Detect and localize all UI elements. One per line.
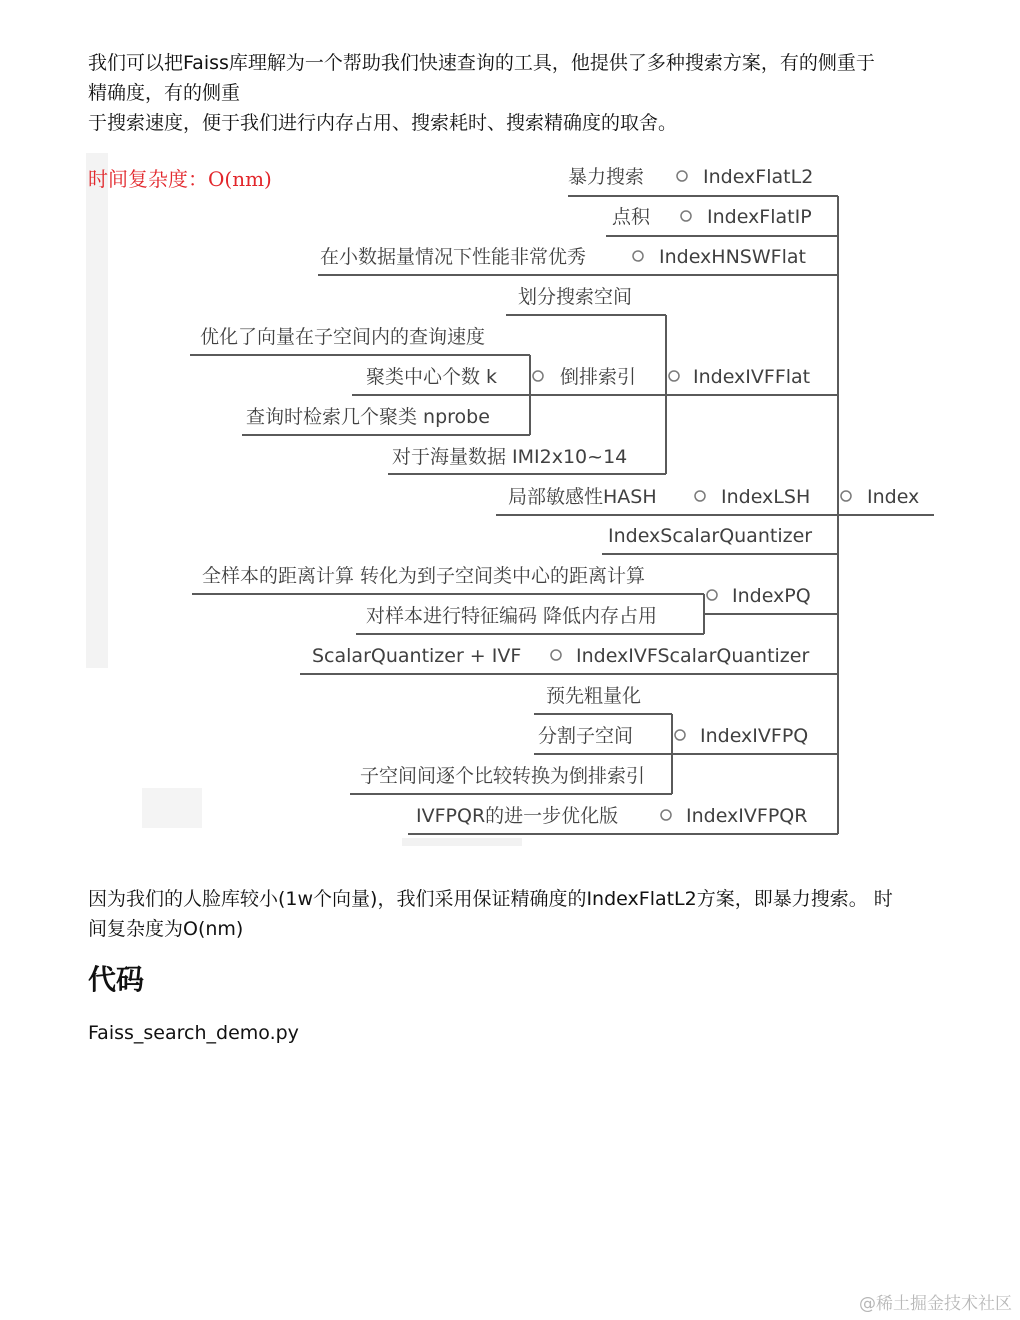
intro-paragraph: [88, 48, 933, 138]
complexity-label: 时间复杂度：O(nm): [88, 167, 272, 191]
hnsw-desc: 在小数据量情况下性能非常优秀: [320, 246, 587, 268]
ivfscalar-dot: [551, 650, 561, 660]
root-label: Index: [867, 486, 920, 508]
site-watermark: @稀土掘金技术社区: [859, 1294, 1012, 1314]
ivfpq-name: IndexIVFPQ: [700, 725, 809, 747]
intro-line-2: 精确度，有的侧重: [88, 82, 241, 104]
flatip-desc: 点积: [612, 206, 651, 228]
faiss-index-mindmap: [82, 148, 942, 848]
conclusion-line-1: 因为我们的人脸库较小(1w个向量)，我们采用保证精确度的IndexFlatL2方案，即暴力搜索。 时: [88, 888, 893, 910]
lsh-name: IndexLSH: [721, 486, 811, 508]
flatl2-name: IndexFlatL2: [703, 166, 814, 188]
flatip-name: IndexFlatIP: [707, 206, 812, 228]
pq-name: IndexPQ: [732, 585, 811, 607]
hnsw-name: IndexHNSWFlat: [659, 246, 806, 268]
ivfpq-child-2: 分割子空间: [538, 725, 634, 747]
ivfpq-dot: [675, 730, 685, 740]
bg-decoration: [86, 153, 108, 668]
inverted-label: 倒排索引: [560, 366, 637, 388]
code-heading: 代码: [88, 963, 145, 996]
scalar-name: IndexScalarQuantizer: [608, 525, 813, 547]
pq-child-1: 全样本的距离计算 转化为到子空间类中心的距离计算: [202, 565, 646, 587]
ivfpqr-name: IndexIVFPQR: [686, 805, 808, 827]
ivfpq-child-1: 预先粗量化: [546, 685, 642, 707]
inverted-dot: [533, 371, 543, 381]
pq-dot: [707, 590, 717, 600]
bg-decoration: [142, 788, 202, 828]
lsh-dot: [695, 491, 705, 501]
flatip-dot: [681, 211, 691, 221]
ivfscalar-desc: ScalarQuantizer + IVF: [312, 645, 522, 667]
ivfscalar-name: IndexIVFScalarQuantizer: [576, 645, 810, 667]
lsh-desc: 局部敏感性HASH: [508, 486, 657, 508]
ivfflat-sub-top: 划分搜索空间: [518, 286, 633, 308]
inv-child-2: 聚类中心个数 k: [366, 366, 498, 388]
ivfflat-dot: [669, 371, 679, 381]
intro-line-3: 于搜索速度，便于我们进行内存占用、搜索耗时、搜索精确度的取舍。: [88, 112, 678, 134]
code-filename: Faiss_search_demo.py: [88, 1022, 299, 1044]
hnsw-dot: [633, 251, 643, 261]
root-node-dot: [841, 491, 851, 501]
ivfflat-sub-bottom: 对于海量数据 IMI2x10~14: [392, 446, 628, 468]
inv-child-3: 查询时检索几个聚类 nprobe: [246, 406, 490, 428]
ivfflat-name: IndexIVFFlat: [693, 366, 811, 388]
conclusion-paragraph: [88, 884, 933, 944]
inv-child-1: 优化了向量在子空间内的查询速度: [200, 326, 486, 348]
pq-child-2: 对样本进行特征编码 降低内存占用: [366, 605, 658, 627]
ivfpqr-desc: IVFPQR的进一步优化版: [416, 805, 619, 827]
flatl2-desc: 暴力搜索: [568, 166, 645, 188]
conclusion-line-2: 间复杂度为O(nm): [88, 918, 244, 940]
bg-decoration: [402, 838, 522, 846]
ivfpq-child-3: 子空间间逐个比较转换为倒排索引: [360, 765, 646, 787]
ivfpqr-dot: [661, 810, 671, 820]
flatl2-dot: [677, 171, 687, 181]
intro-line-1: 我们可以把Faiss库理解为一个帮助我们快速查询的工具，他提供了多种搜索方案，有的侧重于: [88, 52, 875, 74]
